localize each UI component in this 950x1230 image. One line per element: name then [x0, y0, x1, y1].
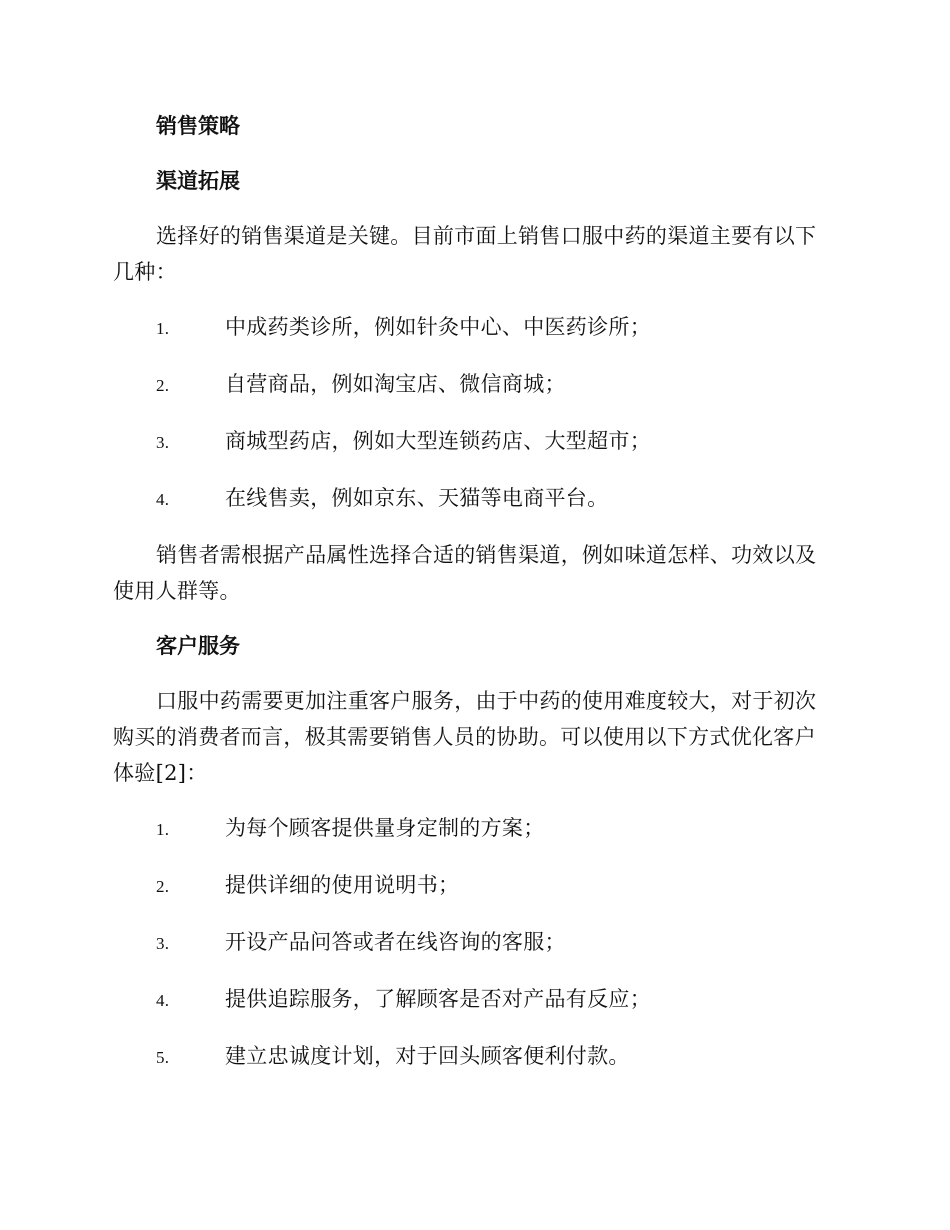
service-intro-paragraph: 口服中药需要更加注重客户服务，由于中药的使用难度较大，对于初次购买的消费者而言，极其需要销售人员的协助。可以使用以下方式优化客户体验[2]： [113, 689, 817, 785]
list-text: 中成药类诊所，例如针灸中心、中医药诊所； [225, 315, 651, 339]
service-list [113, 810, 833, 1076]
list-item [113, 924, 833, 962]
list-text: 商城型药店，例如大型连锁药店、大型超市； [225, 429, 651, 453]
list-number: 3. [156, 934, 170, 953]
list-text: 建立忠诚度计划，对于回头顾客便利付款。 [225, 1044, 630, 1068]
channel-outro-paragraph: 销售者需根据产品属性选择合适的销售渠道，例如味道怎样、功效以及使用人群等。 [113, 543, 817, 603]
section-heading-customer-service: 客户服务 [156, 634, 240, 658]
channel-list [113, 309, 833, 518]
channel-intro-paragraph: 选择好的销售渠道是关键。目前市面上销售口服中药的渠道主要有以下几种： [113, 224, 817, 284]
list-item [113, 867, 833, 905]
list-number: 2. [156, 877, 170, 896]
list-item [113, 810, 833, 848]
document-content [113, 108, 833, 1095]
section-title-sales-strategy: 销售策略 [156, 114, 240, 138]
list-item [113, 981, 833, 1019]
list-item [113, 366, 833, 404]
list-item [113, 1038, 833, 1076]
list-number: 1. [156, 820, 170, 839]
list-text: 提供详细的使用说明书； [225, 873, 460, 897]
list-text: 为每个顾客提供量身定制的方案； [225, 816, 545, 840]
list-number: 5. [156, 1048, 170, 1067]
list-item [113, 423, 833, 461]
list-number: 1. [156, 319, 170, 338]
list-number: 2. [156, 376, 170, 395]
list-text: 在线售卖，例如京东、天猫等电商平台。 [225, 486, 609, 510]
list-number: 3. [156, 433, 170, 452]
list-item [113, 309, 833, 347]
list-number: 4. [156, 490, 170, 509]
section-heading-channel-expansion: 渠道拓展 [156, 169, 240, 193]
list-text: 自营商品，例如淘宝店、微信商城； [225, 372, 566, 396]
list-item [113, 480, 833, 518]
list-text: 开设产品问答或者在线咨询的客服； [225, 930, 566, 954]
list-number: 4. [156, 991, 170, 1010]
list-text: 提供追踪服务，了解顾客是否对产品有反应； [225, 987, 651, 1011]
